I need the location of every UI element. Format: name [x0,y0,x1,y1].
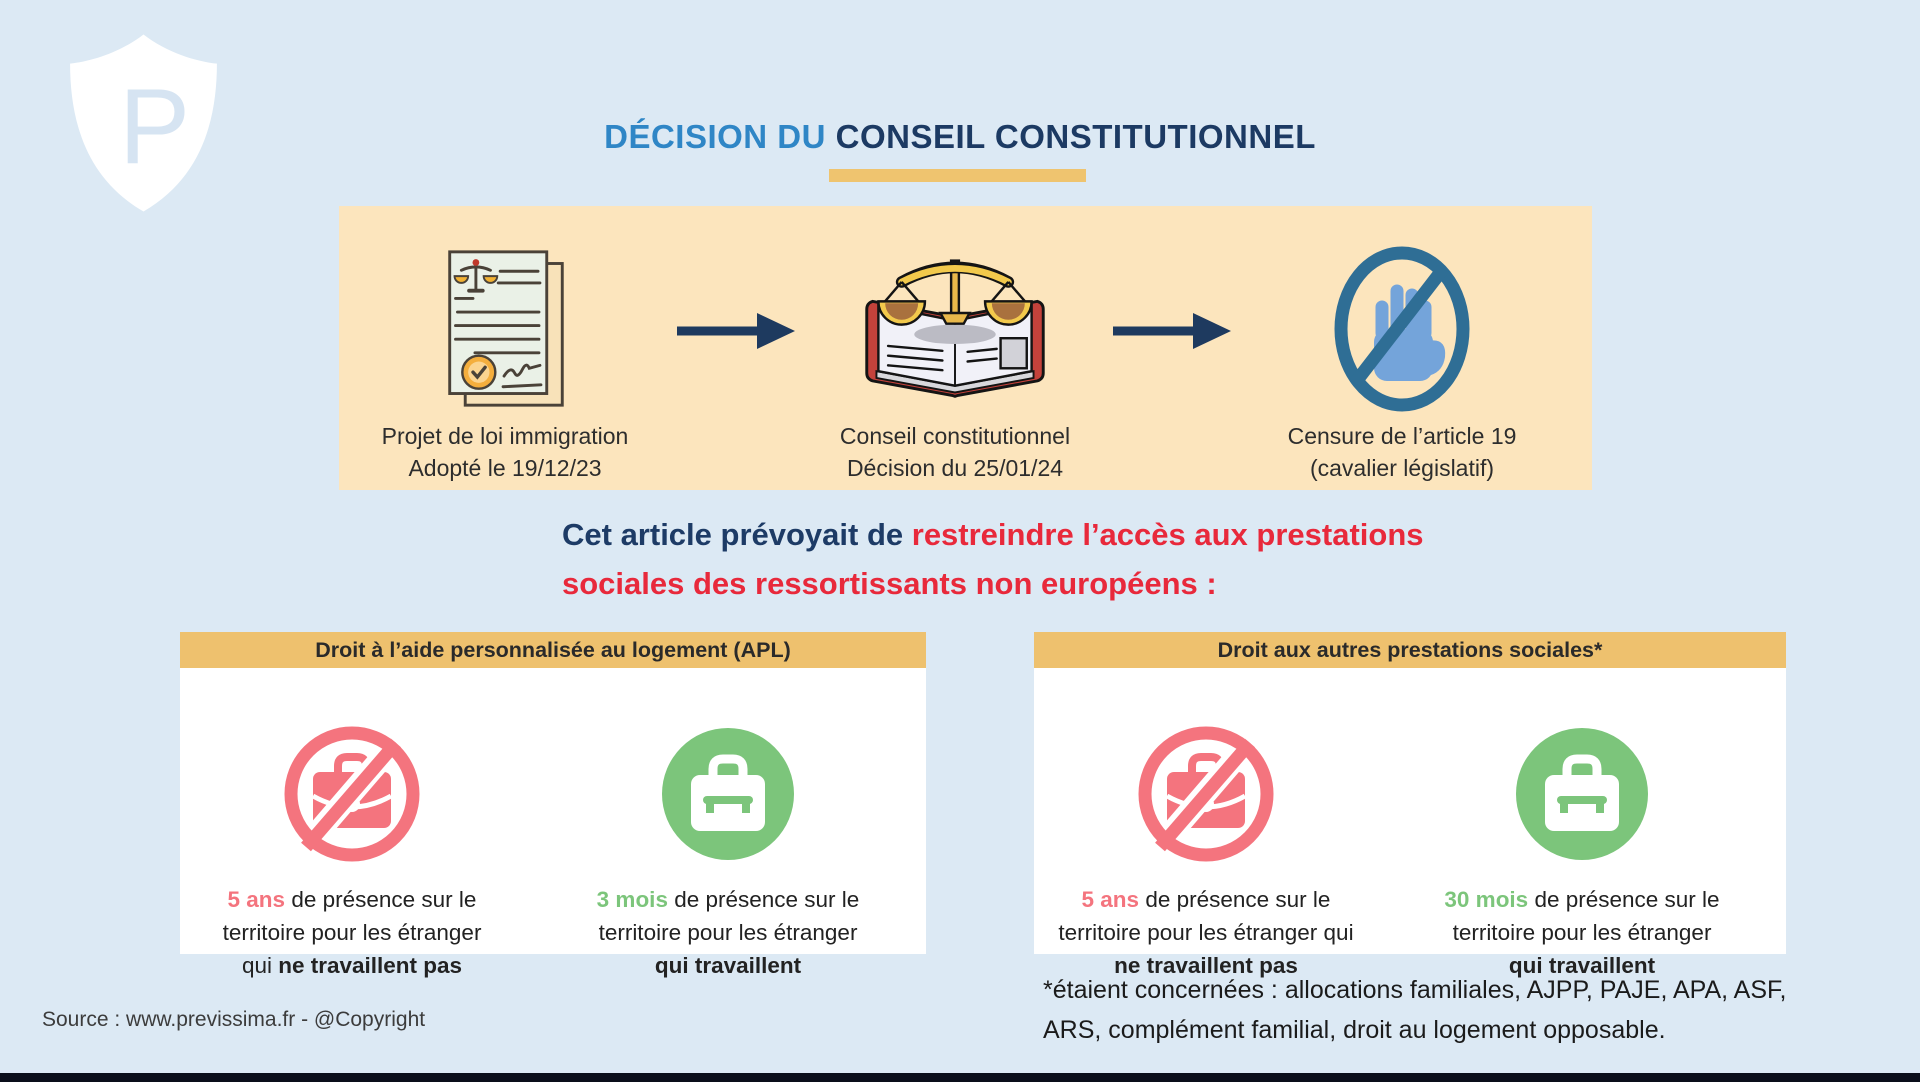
benefit-item [558,668,898,982]
step-label-line1: Censure de l’article 19 [1287,423,1517,449]
item-line2: territoire pour les étranger [1452,920,1712,945]
lead-text [562,510,1424,608]
duration-highlight: 5 ans [1081,887,1140,912]
step-label-line1: Conseil constitutionnel [839,423,1071,449]
footnote [1043,970,1786,1050]
item-line2: territoire pour les étranger qui [1058,920,1354,945]
footnote-line2: ARS, complément familial, droit au logement opposable. [1043,1016,1666,1044]
benefit-item [182,668,522,982]
step-label-line2: (cavalier législatif) [1309,455,1495,481]
title-underline [829,169,1086,182]
benefit-item [1036,668,1376,982]
benefit-item [1412,668,1752,982]
page-title-dark: CONSEIL CONSTITUTIONNEL [835,118,1316,155]
duration-highlight: 3 mois [596,887,668,912]
step-label-line2: Adopté le 19/12/23 [408,455,602,481]
no-work-briefcase-icon [1036,718,1376,870]
panel-header: Droit à l’aide personnalisée au logement (APL) [180,632,926,668]
source-text: Source : www.previssima.fr - @Copyright [42,1008,426,1031]
item-line3-bold: qui travaillent [654,953,802,978]
item-line2: territoire pour les étranger [222,920,482,945]
duration-highlight: 30 mois [1444,887,1529,912]
item-line1: de présence sur le [1139,887,1331,912]
flow-step-council [801,206,1109,490]
item-line2: territoire pour les étranger [598,920,858,945]
flow-step-law [339,206,671,490]
no-work-briefcase-icon [182,718,522,870]
page-title [0,118,1920,156]
censure-hand-icon [1237,238,1567,420]
benefit-panel-apl [180,632,926,978]
item-line1: de présence sur le [1528,887,1720,912]
item-line3-plain: qui [241,953,279,978]
constitution-book-icon [801,238,1109,420]
item-line3-bold: ne travaillent pas [1114,953,1298,978]
item-line3-bold: ne travaillent pas [278,953,463,978]
item-line1: de présence sur le [667,887,860,912]
page-title-light: DÉCISION DU [604,118,826,155]
flow-step-censure [1237,206,1567,490]
step-label-line2: Décision du 25/01/24 [846,455,1064,481]
item-line1: de présence sur le [285,887,477,912]
item-line3-bold: qui travaillent [1508,953,1656,978]
duration-highlight: 5 ans [227,887,286,912]
footnote-line1: *étaient concernées : allocations familiales, AJPP, PAJE, APA, ASF, [1043,976,1787,1004]
benefit-panel-autres [1034,632,1786,978]
law-document-icon [339,238,671,420]
arrow-right-icon [1111,309,1237,358]
panel-header: Droit aux autres prestations sociales* [1034,632,1786,668]
bottom-bar [0,1073,1920,1082]
logo-letter: P [119,66,191,187]
decision-flow-panel [339,206,1592,490]
lead-red-part-1: restreindre l’accès aux prestations [911,517,1424,552]
lead-dark-part: Cet article prévoyait de [562,517,912,552]
lead-red-part-2: sociales des ressortissants non européens : [562,566,1217,601]
work-briefcase-icon [1412,718,1752,870]
arrow-right-icon [675,309,801,358]
work-briefcase-icon [558,718,898,870]
step-label-line1: Projet de loi immigration [381,423,629,449]
